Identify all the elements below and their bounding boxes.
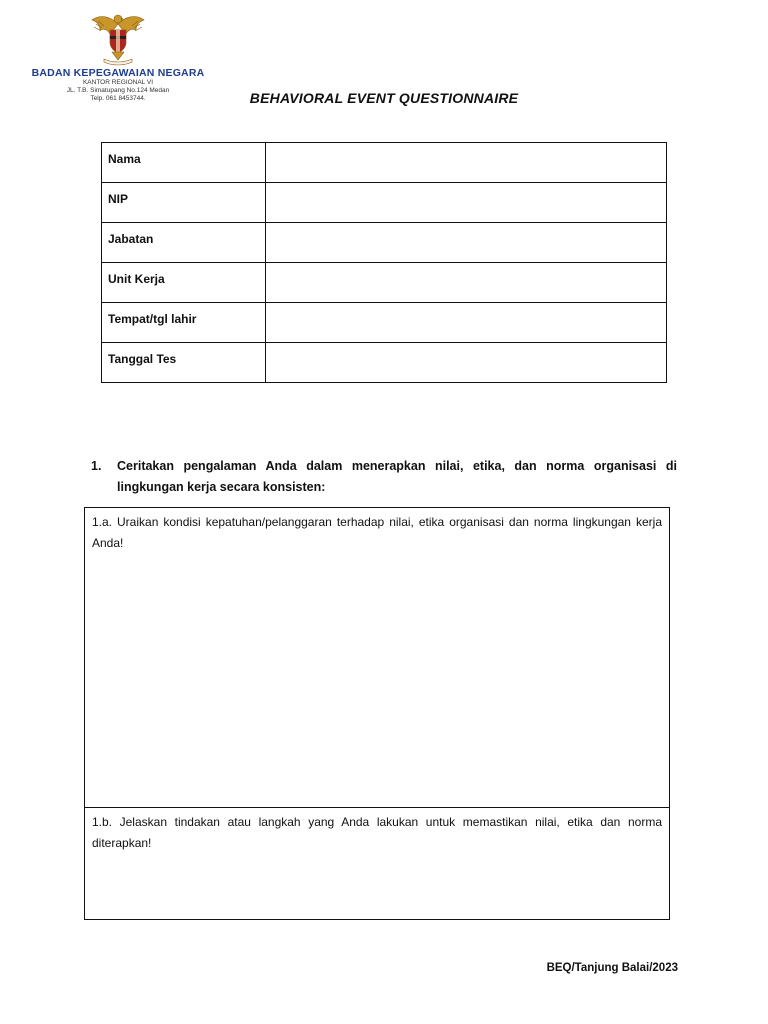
field-label-jabatan: Jabatan — [102, 223, 266, 263]
field-label-tanggal-tes: Tanggal Tes — [102, 343, 266, 383]
field-value-unit-kerja[interactable] — [266, 263, 667, 303]
field-label-nip: NIP — [102, 183, 266, 223]
field-value-nip[interactable] — [266, 183, 667, 223]
table-row — [102, 263, 667, 303]
table-row — [102, 223, 667, 263]
answer-box-1a[interactable] — [84, 507, 670, 808]
question-1 — [91, 456, 677, 498]
footer-code: BEQ/Tanjung Balai/2023 — [546, 962, 678, 974]
field-value-tanggal-tes[interactable] — [266, 343, 667, 383]
table-row — [102, 143, 667, 183]
field-label-tempat-tgl-lahir: Tempat/tgl lahir — [102, 303, 266, 343]
prompt-1a: 1.a. Uraikan kondisi kepatuhan/pelanggaran terhadap nilai, etika organisasi dan norma lingkungan kerja Anda! — [92, 515, 662, 550]
prompt-1b: 1.b. Jelaskan tindakan atau langkah yang Anda lakukan untuk memastikan nilai, etika dan norma diterapkan! — [92, 815, 662, 850]
field-value-nama[interactable] — [266, 143, 667, 183]
answer-box-1b[interactable] — [84, 807, 670, 920]
table-row — [102, 303, 667, 343]
field-value-tempat-tgl-lahir[interactable] — [266, 303, 667, 343]
field-value-jabatan[interactable] — [266, 223, 667, 263]
question-text: Ceritakan pengalaman Anda dalam menerapkan nilai, etika, dan norma organisasi di lingkungan kerja secara konsisten: — [117, 459, 677, 494]
org-name: BADAN KEPEGAWAIAN NEGARA — [31, 67, 205, 79]
question-number: 1. — [91, 459, 102, 473]
office-name: KANTOR REGIONAL VI — [82, 79, 154, 86]
field-label-unit-kerja: Unit Kerja — [102, 263, 266, 303]
document-title: BEHAVIORAL EVENT QUESTIONNAIRE — [249, 90, 519, 106]
identity-table — [101, 142, 667, 383]
table-row — [102, 343, 667, 383]
office-address: JL. T.B. Simatupang No.124 Medan — [66, 87, 170, 94]
garuda-emblem-icon — [88, 10, 148, 66]
office-phone: Telp. 061 8453744. — [90, 95, 146, 102]
field-label-nama: Nama — [102, 143, 266, 183]
table-row — [102, 183, 667, 223]
